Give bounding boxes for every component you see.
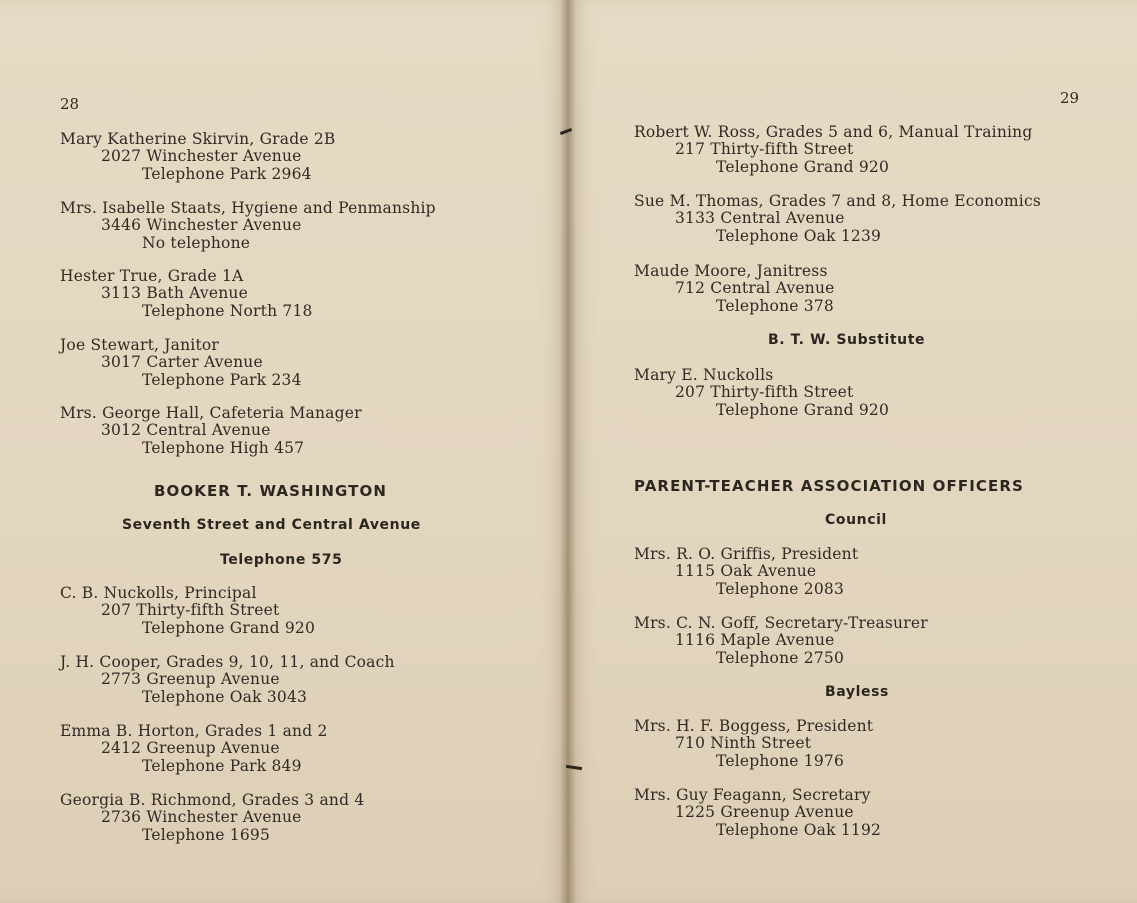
entry-address-line: 3133 Central Avenue [675,209,845,228]
entry-name-line: Mrs. George Hall, Cafeteria Manager [60,404,362,422]
directory-entry [634,263,835,315]
entry-address-line: 2027 Winchester Avenue [101,147,302,166]
directory-entry [60,337,302,389]
entry-name-line: Mrs. Guy Feagann, Secretary [634,786,871,804]
entry-telephone-line: Telephone 378 [716,296,834,315]
entry-address-line: 207 Thirty-fifth Street [101,601,280,620]
entry-telephone-line: Telephone 1976 [716,751,845,770]
entry-telephone-line: Telephone High 457 [142,438,305,457]
entry-name-line: Mrs. Isabelle Staats, Hygiene and Penmanship [60,199,436,217]
entry-name-line: C. B. Nuckolls, Principal [60,584,257,602]
entry-telephone-line: Telephone Park 849 [142,756,302,775]
entry-name-line: Mrs. R. O. Griffis, President [634,545,859,563]
entry-address-line: 710 Ninth Street [675,734,812,753]
entry-telephone-line: Telephone 2750 [716,648,845,667]
school-address: Seventh Street and Central Avenue [122,517,421,533]
directory-entry [60,405,362,457]
entry-name-line: Hester True, Grade 1A [60,267,244,285]
entry-name-line: Mrs. H. F. Boggess, President [634,717,874,735]
entry-name-line: Georgia B. Richmond, Grades 3 and 4 [60,791,365,809]
directory-entry [60,268,313,320]
entry-address-line: 3017 Carter Avenue [101,353,263,372]
entry-address-line: 1115 Oak Avenue [675,562,817,581]
directory-entry [634,787,881,839]
entry-name-line: Maude Moore, Janitress [634,262,828,280]
pta-heading: PARENT-TEACHER ASSOCIATION OFFICERS [634,477,1024,495]
entry-name-line: Mrs. C. N. Goff, Secretary-Treasurer [634,614,928,632]
school-telephone: Telephone 575 [220,552,343,568]
school-heading: BOOKER T. WASHINGTON [154,482,388,500]
page-number-left: 28 [60,95,80,113]
bayless-heading: Bayless [825,684,889,700]
directory-entry [60,723,328,775]
entry-address-line: 217 Thirty-fifth Street [675,140,854,159]
directory-entry [60,792,364,844]
directory-entry [634,367,889,419]
directory-entry [60,200,436,252]
entry-telephone-line: Telephone 2083 [716,579,845,598]
entry-address-line: 2773 Greenup Avenue [101,670,280,689]
entry-telephone-line: Telephone Park 2964 [142,164,312,183]
entry-name-line: Sue M. Thomas, Grades 7 and 8, Home Economics [634,192,1041,210]
directory-entry [634,546,858,598]
entry-name-line: Mary E. Nuckolls [634,366,774,384]
entry-address-line: 3012 Central Avenue [101,421,271,440]
directory-entry [634,124,1032,176]
entry-address-line: 712 Central Avenue [675,279,835,298]
entry-address-line: 2736 Winchester Avenue [101,808,302,827]
entry-telephone-line: Telephone Grand 920 [142,618,316,637]
entry-address-line: 2412 Greenup Avenue [101,739,280,758]
entry-address-line: 207 Thirty-fifth Street [675,383,854,402]
directory-entry [60,131,336,183]
entry-telephone-line: Telephone 1695 [142,825,271,844]
entry-name-line: Emma B. Horton, Grades 1 and 2 [60,722,328,740]
directory-entry [634,193,1041,245]
directory-entry [634,615,928,667]
entry-telephone-line: Telephone Grand 920 [716,400,890,419]
entry-telephone-line: Telephone Oak 3043 [142,687,308,706]
page-number-right: 29 [1060,89,1080,107]
entry-name-line: Mary Katherine Skirvin, Grade 2B [60,130,336,148]
entry-telephone-line: Telephone Oak 1192 [716,820,882,839]
entry-address-line: 3446 Winchester Avenue [101,216,302,235]
council-heading: Council [825,512,887,528]
entry-address-line: 3113 Bath Avenue [101,284,248,303]
entry-name-line: J. H. Cooper, Grades 9, 10, 11, and Coach [60,653,395,671]
directory-entry [60,585,315,637]
entry-telephone-line: Telephone Oak 1239 [716,226,882,245]
entry-address-line: 1225 Greenup Avenue [675,803,854,822]
entry-telephone-line: Telephone Grand 920 [716,157,890,176]
substitute-heading: B. T. W. Substitute [768,332,926,348]
entry-address-line: 1116 Maple Avenue [675,631,835,650]
directory-entry [60,654,395,706]
entry-telephone-line: Telephone North 718 [142,301,313,320]
entry-telephone-line: Telephone Park 234 [142,370,302,389]
directory-entry [634,718,873,770]
entry-name-line: Robert W. Ross, Grades 5 and 6, Manual Training [634,123,1033,141]
entry-name-line: Joe Stewart, Janitor [60,336,220,354]
entry-telephone-line: No telephone [142,233,251,252]
